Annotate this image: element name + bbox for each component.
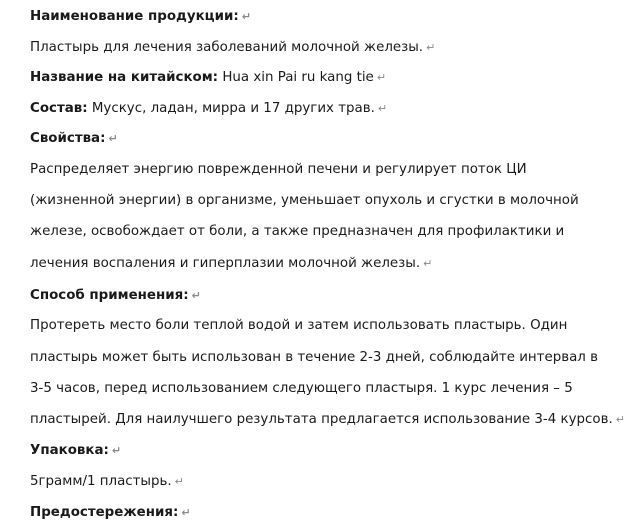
chinese-name-value: Hua xin Pai ru kang tie xyxy=(222,70,374,85)
chinese-name-line xyxy=(30,70,386,86)
packaging-heading-text: Упаковка: xyxy=(30,443,109,458)
paragraph-mark: ↵ xyxy=(111,444,122,457)
properties-line: железе, освобождает от боли, а также предназначен для профилактики и xyxy=(30,224,565,239)
paragraph-mark: ↵ xyxy=(108,132,118,145)
usage-heading-text: Способ применения: xyxy=(30,288,189,303)
properties-line-last xyxy=(30,256,432,272)
properties-line-text: лечения воспаления и гиперплазии молочной железы. xyxy=(30,256,421,271)
chinese-name-label: Название на китайском: xyxy=(30,70,219,85)
usage-line: пластырь может быть использован в течение 2-3 дней, соблюдайте интервал в xyxy=(30,350,599,365)
properties-heading xyxy=(30,131,118,147)
warnings-heading-text: Предостережения: xyxy=(30,505,179,520)
paragraph-mark: ↵ xyxy=(615,413,625,426)
properties-line: Распределяет энергию поврежденной печени и регулирует поток ЦИ xyxy=(30,162,527,177)
product-name-heading xyxy=(30,9,251,25)
usage-line: 3-5 часов, перед использованием следующего пластыря. 1 курс лечения – 5 xyxy=(30,381,573,396)
composition-label: Состав: xyxy=(30,101,88,116)
product-name-heading-text: Наименование продукции: xyxy=(30,9,239,24)
properties-line: (жизненной энергии) в организме, уменьшает опухоль и сгустки в молочной xyxy=(30,193,579,208)
paragraph-mark: ↵ xyxy=(423,257,433,270)
paragraph-mark: ↵ xyxy=(191,289,201,302)
usage-line: Протереть место боли теплой водой и затем использовать пластырь. Один xyxy=(30,318,568,333)
usage-line-text: пластырей. Для наилучшего результата предлагается использование 3-4 курсов. xyxy=(30,412,613,427)
packaging-value xyxy=(30,474,184,490)
usage-heading xyxy=(30,288,201,304)
usage-line-last xyxy=(30,412,625,428)
paragraph-mark: ↵ xyxy=(426,41,436,54)
paragraph-mark: ↵ xyxy=(181,506,191,519)
paragraph-mark: ↵ xyxy=(174,475,184,488)
paragraph-mark: ↵ xyxy=(241,10,251,23)
product-name-text: Пластырь для лечения заболеваний молочной железы. xyxy=(30,40,424,55)
properties-heading-text: Свойства: xyxy=(30,131,106,146)
packaging-value-text: 5грамм/1 пластырь. xyxy=(30,474,172,489)
paragraph-mark: ↵ xyxy=(376,71,387,84)
composition-value: Мускус, ладан, мирра и 17 других трав. xyxy=(91,101,375,116)
packaging-heading xyxy=(30,443,121,459)
product-name-value xyxy=(30,40,435,56)
composition-line xyxy=(30,101,387,117)
paragraph-mark: ↵ xyxy=(377,102,388,115)
warnings-heading xyxy=(30,505,191,521)
